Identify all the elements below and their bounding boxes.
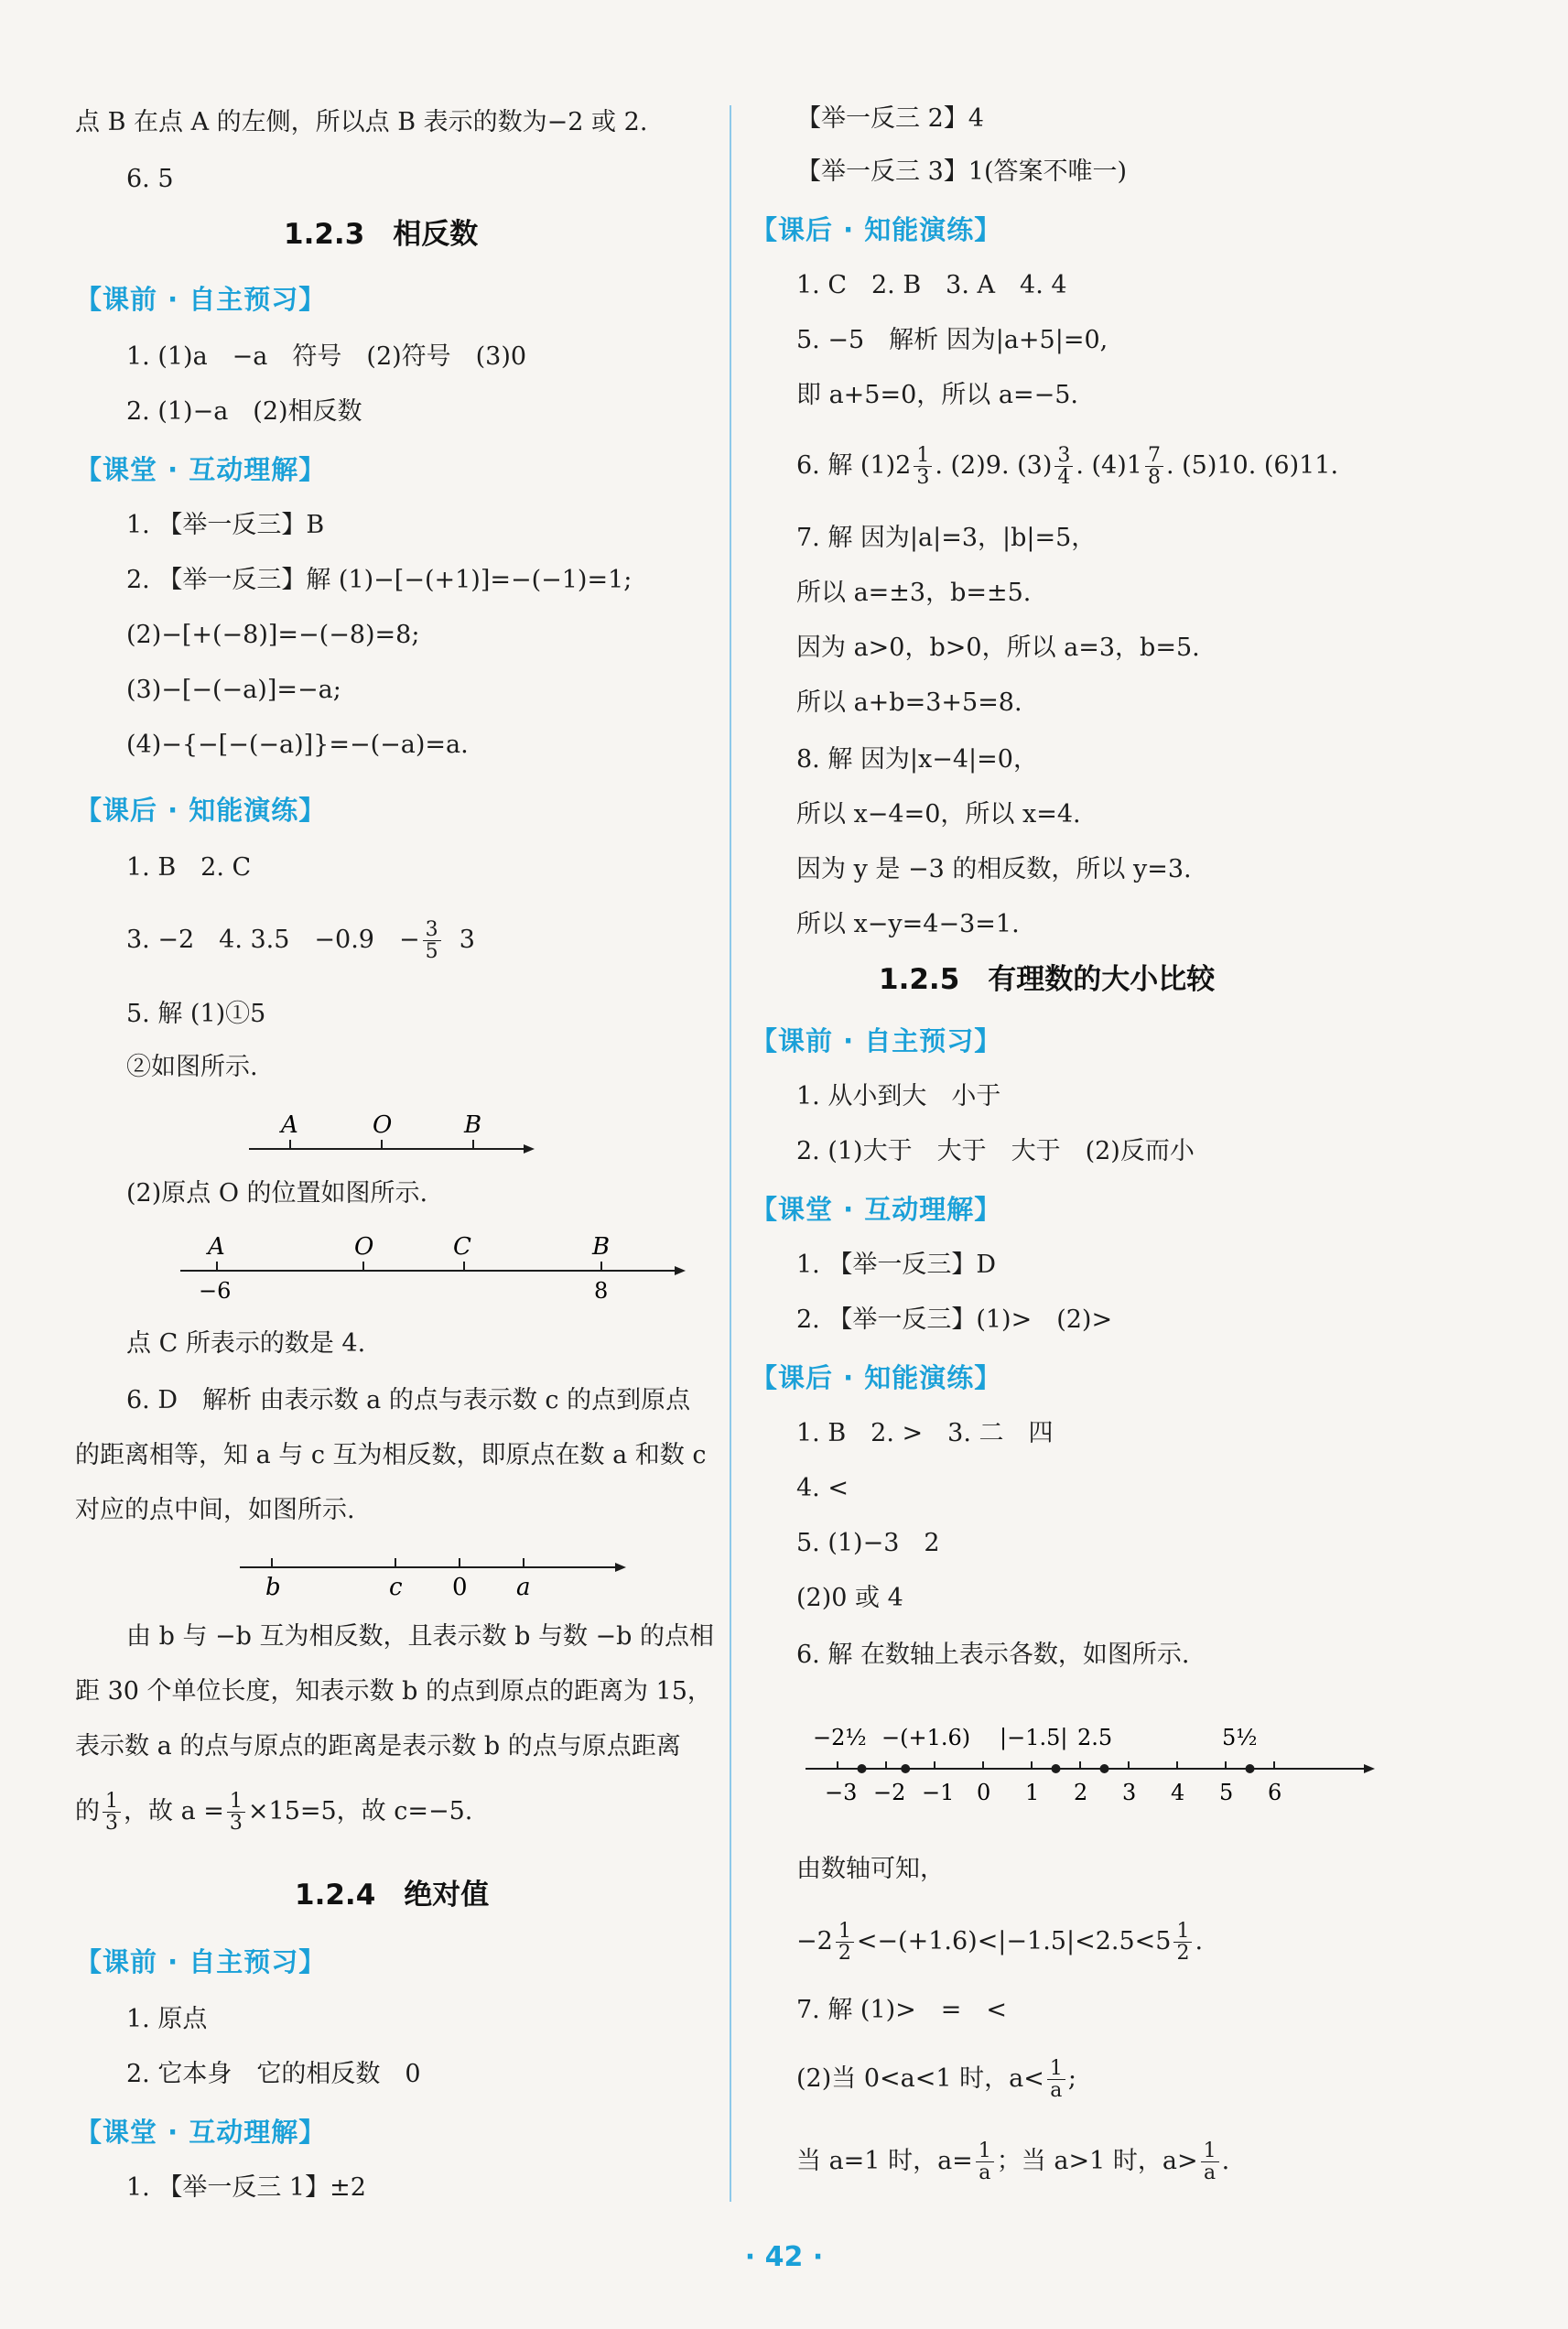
text-line: (3)−[−(−a)]=−a;: [126, 676, 341, 704]
text-line: 6. D 解析 由表示数 a 的点与表示数 c 的点到原点: [126, 1386, 691, 1414]
tick-label: 2: [1074, 1780, 1088, 1805]
point-dot: [1052, 1764, 1061, 1773]
text-line: 5. 解 (1)①5: [126, 1000, 266, 1028]
point-label-a: A: [281, 1111, 298, 1139]
tick-label: −2: [873, 1780, 906, 1805]
text-line: 点 B 在点 A 的左侧，所以点 B 表示的数为−2 或 2.: [75, 108, 648, 136]
sub-heading-preview: 【课前 · 自主预习】: [75, 1946, 327, 1977]
point-label-c: c: [389, 1574, 403, 1601]
point-dot: [1100, 1764, 1109, 1773]
text-line: 所以 x−4=0，所以 x=4.: [796, 800, 1081, 829]
point-label-origin: 0: [452, 1574, 468, 1601]
text-line: 2. (1)大于 大于 大于 (2)反而小: [796, 1137, 1195, 1165]
text-line: 1. 【举一反三】D: [796, 1251, 996, 1279]
text-line: 2. 【举一反三】解 (1)−[−(+1)]=−(−1)=1;: [126, 566, 633, 594]
point-dot: [858, 1764, 867, 1773]
number-line-4: [806, 1712, 1446, 1813]
tick-label: 8: [594, 1278, 609, 1304]
point-label-o: O: [354, 1233, 374, 1261]
number-line-3: [240, 1549, 643, 1604]
text-line: 2. (1)−a (2)相反数: [126, 397, 362, 426]
fraction: $\frac{1}{3}$: [227, 1791, 245, 1834]
tick-label: 4: [1171, 1780, 1185, 1805]
fraction: $\frac{1}{a}$: [1047, 2058, 1065, 2101]
text-line-with-fraction: 6. 解 (1)2 $\frac{1}{3}$ . (2)9. (3) $\frac{3}{4}$ . (4)1 $\frac{7}{8}$ . (5)10. (6)11.: [796, 444, 1339, 490]
text-line-with-fraction: −2 $\frac{1}{2}$ <−(+1.6)<|−1.5|<2.5<5 $\frac{1}{2}$ .: [796, 1920, 1204, 1966]
text-line: 对应的点中间，如图所示.: [75, 1496, 355, 1524]
text-line: 【举一反三 2】4: [796, 104, 984, 133]
sub-heading-class: 【课堂 · 互动理解】: [75, 454, 327, 485]
text-line: 8. 解 因为|x−4|=0，: [796, 745, 1038, 774]
text-line: 5. (1)−3 2: [796, 1529, 940, 1557]
section-title-1-2-3: 1.2.3 相反数: [284, 218, 479, 251]
point-label-b: B: [592, 1233, 611, 1261]
tick-label: −6: [199, 1278, 232, 1304]
tick-label: 1: [1025, 1780, 1040, 1805]
text-line-with-fraction: (2)当 0<a<1 时，a< $\frac{1}{a}$ ;: [796, 2057, 1076, 2103]
fraction: $\frac{3}{4}$: [1054, 445, 1073, 488]
text-line-with-fraction: 3. −2 4. 3.5 −0.9 − $\frac{3}{5}$ 3: [126, 918, 475, 964]
text-line: 【举一反三 3】1(答案不唯一): [796, 157, 1128, 186]
tick-label: −1: [922, 1780, 955, 1805]
point-dot: [901, 1764, 910, 1773]
text-line-with-fraction: 的 $\frac{1}{3}$ ，故 a = $\frac{1}{3}$ ×15=5，故 c=−5.: [75, 1790, 473, 1836]
section-title-1-2-4: 1.2.4 绝对值: [295, 1879, 490, 1912]
number-line-1: [249, 1103, 624, 1158]
point-label-abs-1-5: |−1.5|: [1000, 1725, 1068, 1750]
section-title-1-2-5: 1.2.5 有理数的大小比较: [879, 963, 1216, 996]
text-line: 1. (1)a −a 符号 (2)符号 (3)0: [126, 342, 527, 371]
text-line: 因为 y 是 −3 的相反数，所以 y=3.: [796, 855, 1192, 883]
text-line: (2)−[+(−8)]=−(−8)=8;: [126, 621, 420, 649]
point-label-a: a: [516, 1574, 531, 1601]
sub-heading-preview: 【课前 · 自主预习】: [75, 284, 327, 315]
text-line: 所以 a=±3，b=±5.: [796, 579, 1032, 607]
text-line: 4. <: [796, 1474, 849, 1502]
point-label-neg-2-half: −2½: [813, 1725, 867, 1750]
text-line: 1. 【举一反三 1】±2: [126, 2173, 366, 2202]
text-line: 由 b 与 −b 互为相反数，且表示数 b 与数 −b 的点相: [126, 1622, 715, 1651]
text-line: 1. C 2. B 3. A 4. 4: [796, 271, 1067, 299]
sub-heading-post: 【课后 · 知能演练】: [751, 214, 1002, 245]
text-line: 即 a+5=0，所以 a=−5.: [796, 381, 1078, 409]
text-line-with-fraction: 当 a=1 时，a= $\frac{1}{a}$ ；当 a>1 时，a> $\frac{1}{a}$ .: [796, 2139, 1230, 2185]
text-line: 点 C 所表示的数是 4.: [126, 1329, 366, 1358]
point-label-neg-1-6: −(+1.6): [881, 1725, 971, 1750]
point-label-c: C: [453, 1233, 471, 1261]
text-line: 1. 原点: [126, 2005, 208, 2033]
sub-heading-post: 【课后 · 知能演练】: [751, 1362, 1002, 1393]
sub-heading-class: 【课堂 · 互动理解】: [751, 1194, 1002, 1225]
text-line: 7. 解 (1)> = <: [796, 1996, 1008, 2024]
fraction: $\frac{1}{a}$: [1201, 2140, 1219, 2183]
tick-label: 6: [1268, 1780, 1282, 1805]
text-line: 距 30 个单位长度，知表示数 b 的点到原点的距离为 15，: [75, 1677, 712, 1706]
fraction: $\frac{1}{3}$: [103, 1791, 121, 1834]
fraction: $\frac{7}{8}$: [1145, 445, 1163, 488]
point-label-b: B: [464, 1111, 482, 1139]
text-line: 1. B 2. > 3. 二 四: [796, 1419, 1054, 1447]
tick-label: 5: [1219, 1780, 1234, 1805]
point-label-5-half: 5½: [1222, 1725, 1258, 1750]
point-label-a: A: [208, 1233, 225, 1261]
tick-label: 3: [1122, 1780, 1137, 1805]
fraction: $\frac{1}{2}$: [1173, 1921, 1192, 1964]
text-line: 2. 【举一反三】(1)> (2)>: [796, 1305, 1113, 1334]
text-line: 7. 解 因为|a|=3，|b|=5，: [796, 524, 1097, 552]
point-dot: [1246, 1764, 1255, 1773]
tick-label: −3: [825, 1780, 858, 1805]
text-line: 1. 从小到大 小于: [796, 1082, 1001, 1110]
text-line: (2)0 或 4: [796, 1584, 903, 1612]
text-line: 5. −5 解析 因为|a+5|=0,: [796, 326, 1108, 354]
fraction: $\frac{3}{5}$: [423, 919, 441, 962]
tick-label: 0: [977, 1780, 991, 1805]
text-line: (4)−{−[−(−a)]}=−(−a)=a.: [126, 731, 469, 759]
text-line: 6. 解 在数轴上表示各数，如图所示.: [796, 1641, 1190, 1669]
text-line: 6. 5: [126, 165, 174, 193]
point-label-2-5: 2.5: [1077, 1725, 1113, 1750]
point-label-o: O: [373, 1111, 393, 1139]
sub-heading-class: 【课堂 · 互动理解】: [75, 2117, 327, 2148]
page-number: · 42 ·: [744, 2241, 824, 2273]
fraction: $\frac{1}{2}$: [836, 1921, 854, 1964]
number-line-2: [180, 1227, 693, 1309]
text-line: (2)原点 O 的位置如图所示.: [126, 1179, 428, 1208]
text-line: 所以 x−y=4−3=1.: [796, 910, 1020, 938]
fraction: $\frac{1}{3}$: [914, 445, 932, 488]
text-line: 表示数 a 的点与原点的距离是表示数 b 的点与原点距离: [75, 1732, 681, 1760]
column-divider: [730, 105, 731, 2202]
text-line: ②如图所示.: [126, 1053, 258, 1081]
text-line: 1. 【举一反三】B: [126, 511, 325, 539]
sub-heading-post: 【课后 · 知能演练】: [75, 795, 327, 826]
text-line: 1. B 2. C: [126, 853, 252, 882]
text-line: 所以 a+b=3+5=8.: [796, 688, 1022, 717]
point-label-b: b: [265, 1574, 281, 1601]
fraction: $\frac{1}{a}$: [976, 2140, 994, 2183]
text-line: 的距离相等，知 a 与 c 互为相反数，即原点在数 a 和数 c: [75, 1441, 707, 1469]
sub-heading-preview: 【课前 · 自主预习】: [751, 1025, 1002, 1056]
text-line: 2. 它本身 它的相反数 0: [126, 2060, 421, 2088]
text-line: 由数轴可知，: [796, 1855, 945, 1883]
text-line: 因为 a>0，b>0，所以 a=3，b=5.: [796, 634, 1200, 662]
